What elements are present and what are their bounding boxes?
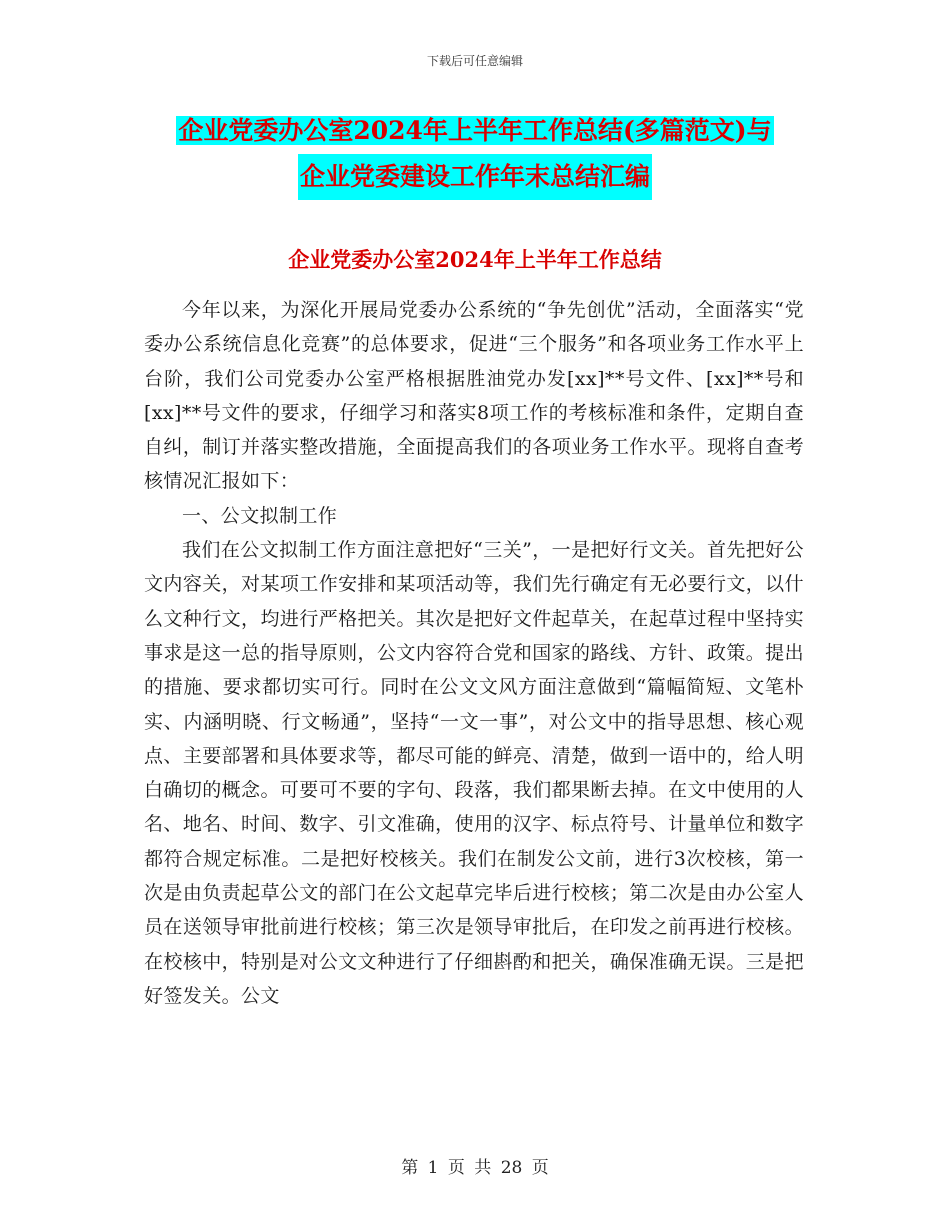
subheading-drafting: 一、公文拟制工作	[182, 504, 338, 527]
document-body	[144, 293, 804, 1013]
title-line-1: 企业党委办公室2024年上半年工作总结(多篇范文)与	[178, 116, 772, 145]
document-title	[0, 108, 950, 200]
paragraph-drafting: 我们在公文拟制工作方面注意把好“三关”，一是把好行文关。首先把好公文内容关，对某项工作安排和某项活动等，我们先行确定有无必要行文，以什么文种行文，均进行严格把关。其次是把好文件起草关，在起草过程中坚持实事求是这一总的指导原则，公文内容符合党和国家的路线、方针、政策。提出的措施、要求都切实可行。同时在公文文风方面注意做到“篇幅简短、文笔朴实、内涵明晓、行文畅通”，坚持“一文一事”，对公文中的指导思想、核心观点、主要部署和具体要求等，都尽可能的鲜亮、清楚，做到一语中的，给人明白确切的概念。可要可不要的字句、段落，我们都果断去掉。在文中使用的人名、地名、时间、数字、引文准确，使用的汉字、标点符号、计量单位和数字都符合规定标准。二是把好校核关。我们在制发公文前，进行3次校核，第一次是由负责起草公文的部门在公文起草完毕后进行校核；第二次是由办公室人员在送领导审批前进行校核；第三次是领导审批后，在印发之前再进行校核。在校核中，特别是对公文文种进行了仔细斟酌和把关，确保准确无误。三是把好签发关。公文	[144, 539, 804, 1007]
page-header-note: 下载后可任意编辑	[426, 54, 523, 68]
title-line-2: 企业党委建设工作年末总结汇编	[298, 154, 652, 200]
section-title: 企业党委办公室2024年上半年工作总结	[288, 247, 662, 272]
paragraph-intro: 今年以来，为深化开展局党委办公系统的“争先创优”活动，全面落实“党委办公系统信息化竞赛”的总体要求，促进“三个服务”和各项业务工作水平上台阶，我们公司党委办公室严格根据胜油党办发[xx]**号文件、[xx]**号和[xx]**号文件的要求，仔细学习和落实8项工作的考核标准和条件，定期自查自纠，制订并落实整改措施，全面提高我们的各项业务工作水平。现将自查考核情况汇报如下：	[144, 299, 804, 493]
page-number-footer: 第 1 页 共 28 页	[401, 1158, 549, 1178]
